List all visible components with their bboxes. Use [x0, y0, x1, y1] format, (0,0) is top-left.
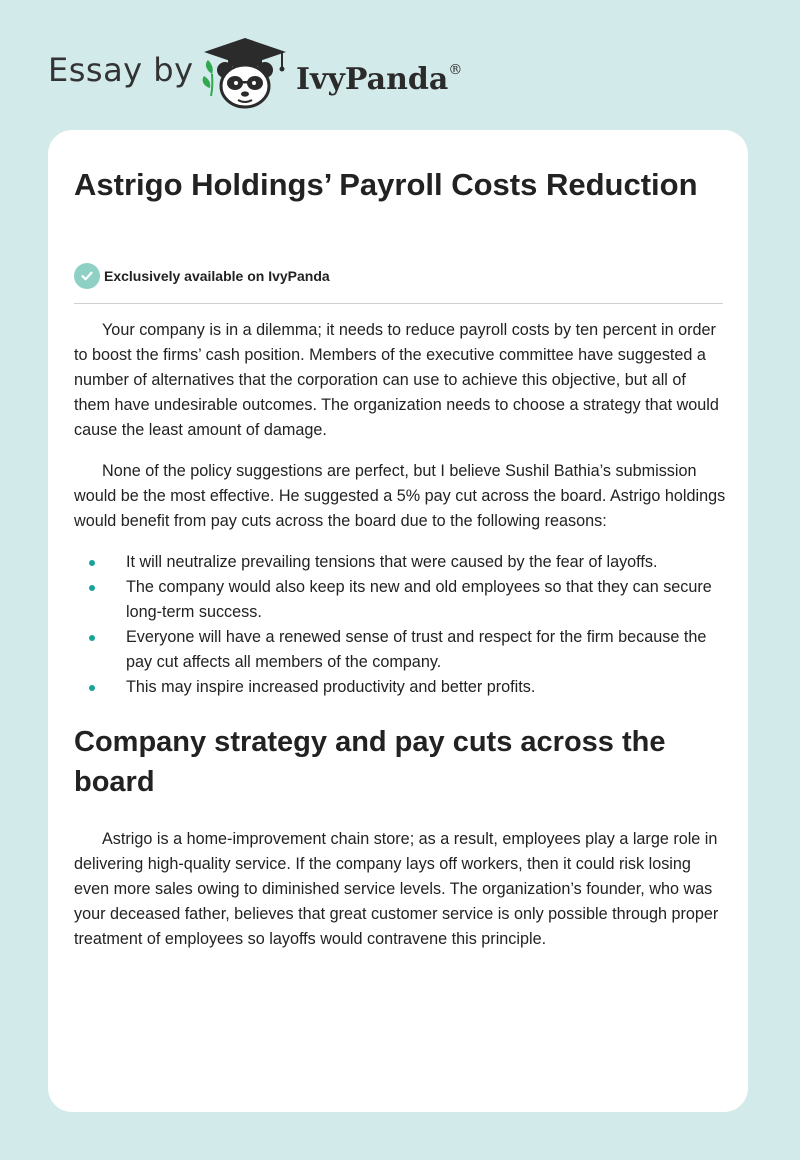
bullet-icon	[89, 560, 95, 566]
check-icon	[74, 263, 100, 289]
exclusive-badge	[74, 263, 330, 289]
site-header	[0, 0, 800, 120]
essay-body	[74, 318, 726, 968]
section-heading: Company strategy and pay cuts across the board	[74, 726, 666, 798]
divider	[74, 303, 723, 304]
bullet-icon	[89, 685, 95, 691]
bullet-icon	[89, 635, 95, 641]
page-title: Astrigo Holdings’ Payroll Costs Reduction	[74, 167, 698, 202]
brand-name[interactable]: IvyPanda®	[296, 62, 463, 97]
list-item: This may inspire increased productivity and better profits.	[74, 675, 726, 700]
paragraph: Your company is in a dilemma; it needs to reduce payroll costs by ten percent in order to boost the firms’ cash position. Members of the executive committee have suggested a number of alternatives that the corporation can use to achieve this objective, but all of them have undesirable outcomes. The organization needs to choose a strategy that would cause the least amount of damage.	[74, 321, 719, 439]
exclusive-badge-label: Exclusively available on IvyPanda	[104, 268, 330, 284]
paragraph: None of the policy suggestions are perfect, but I believe Sushil Bathia’s submission would be the most effective. He suggested a 5% pay cut across the board. Astrigo holdings would benefit from pay cuts across the board due to the following reasons:	[74, 462, 726, 530]
list-item: The company would also keep its new and old employees so that they can secure long-term success.	[74, 575, 726, 625]
panda-graduate-icon	[198, 36, 292, 110]
essay-card	[48, 130, 748, 1112]
essay-by-label: Essay by	[48, 51, 194, 89]
list-item: It will neutralize prevailing tensions that were caused by the fear of layoffs.	[74, 550, 726, 575]
list-item: Everyone will have a renewed sense of trust and respect for the firm because the pay cut affects all members of the company.	[74, 625, 726, 675]
paragraph: Astrigo is a home-improvement chain store; as a result, employees play a large role in delivering high-quality service. If the company lays off workers, then it could risk losing even more sales owing to diminished service levels. The organization’s founder, who was your deceased father, believes that great customer service is only possible through proper treatment of employees so layoffs would contravene this principle.	[74, 830, 719, 948]
reasons-list	[74, 550, 726, 700]
bullet-icon	[89, 585, 95, 591]
